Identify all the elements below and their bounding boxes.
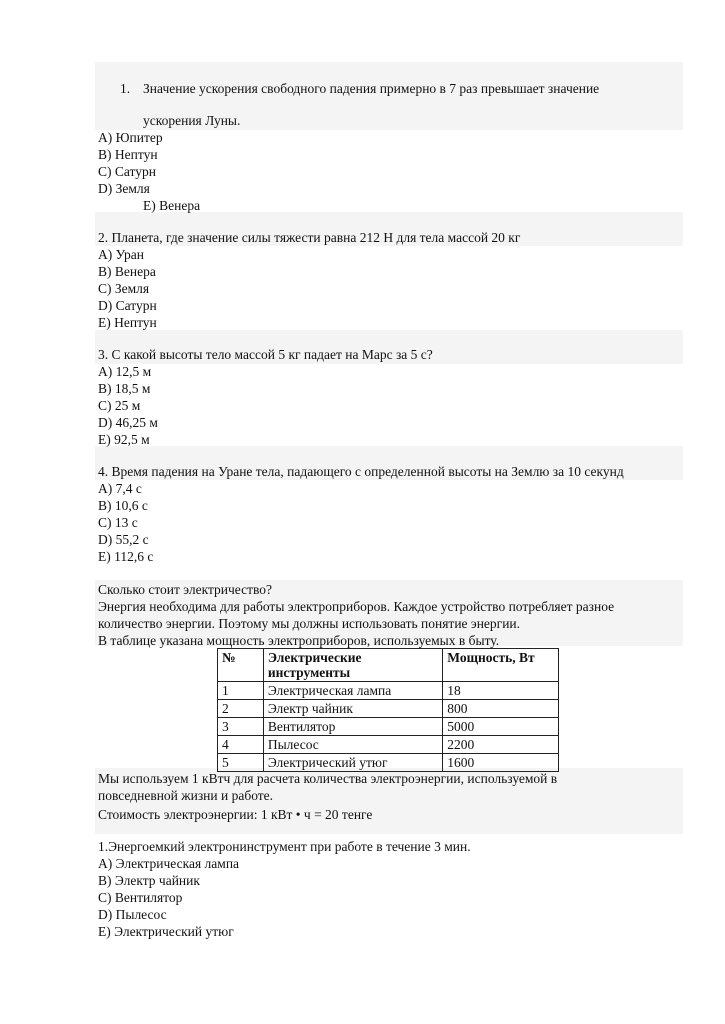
q3-text: 3. С какой высоты тело массой 5 кг падает на Марс за 5 с? [98,347,433,362]
q5-option-a: A) Электрическая лампа [98,856,240,871]
q2-option-e: E) Нептун [98,315,157,330]
table-cell: 2 [218,700,264,718]
q3-option-e: E) 92,5 м [98,432,150,447]
table-cell: 3 [218,718,264,736]
table-header-power: Мощность, Вт [443,649,559,682]
table-header-row [218,649,559,682]
q2-option-b: B) Венера [98,264,156,279]
q4-option-c: C) 13 с [98,515,138,530]
table-row [218,682,559,700]
intro-line1: Энергия необходима для работы электроприборов. Каждое устройство потребляет разное [98,599,615,614]
table-row [218,754,559,772]
q3-option-b: B) 18,5 м [98,381,151,396]
table-header-number: № [218,649,264,682]
q5-option-e: E) Электрический утюг [98,924,234,939]
after-line1: Мы используем 1 кВтч для расчета количества электроэнергии, используемой в [98,771,558,786]
table-cell: 1600 [443,754,559,772]
table-row [218,736,559,754]
table-cell: 4 [218,736,264,754]
q2-text: 2. Планета, где значение силы тяжести равна 212 Н для тела массой 20 кг [98,230,521,245]
q2-option-a: A) Уран [98,247,144,262]
q5-option-d: D) Пылесос [98,907,167,922]
after-line2: повседневной жизни и работе. [98,788,274,803]
after-line3: Стоимость электроэнергии: 1 кВт • ч = 20 тенге [98,807,373,822]
q3-option-a: A) 12,5 м [98,364,152,379]
q1-number: 1. [120,81,131,96]
table-cell: 5000 [443,718,559,736]
q5-text: 1.Энергоемкий электронинструмент при работе в течение 3 мин. [98,839,471,854]
q5-option-b: B) Электр чайник [98,873,200,888]
table-cell: Электрическая лампа [263,682,442,700]
q1-text-line2: ускорения Луны. [143,113,241,128]
q4-option-a: A) 7,4 с [98,481,142,496]
q5-option-c: C) Вентилятор [98,890,183,905]
q3-option-d: D) 46,25 м [98,415,158,430]
q2-option-c: C) Земля [98,281,150,296]
intro-line2: количество энергии. Поэтому мы должны использовать понятие энергии. [98,616,521,631]
table-row [218,700,559,718]
q4-option-e: E) 112,6 с [98,549,154,564]
q4-option-d: D) 55,2 с [98,532,149,547]
intro-line3: В таблице указана мощность электроприборов, используемых в быту. [98,633,500,648]
table-cell: Пылесос [263,736,442,754]
q3-option-c: C) 25 м [98,398,141,413]
q4-text: 4. Время падения на Уране тела, падающего с определенной высоты на Землю за 10 секунд [98,464,624,479]
q1-option-a: A) Юпитер [98,130,163,145]
table-cell: Электрический утюг [263,754,442,772]
q1-option-b: B) Нептун [98,147,158,162]
q1-option-d: D) Земля [98,181,150,196]
table-cell: 5 [218,754,264,772]
table-cell: Электр чайник [263,700,442,718]
table-cell: 18 [443,682,559,700]
power-table [217,648,559,772]
table-cell: 1 [218,682,264,700]
table-cell: 2200 [443,736,559,754]
table-cell: 800 [443,700,559,718]
table-header-device: Электрические инструменты [263,649,442,682]
q4-option-b: B) 10,6 с [98,498,148,513]
q1-option-e: E) Венера [143,198,201,213]
q2-option-d: D) Сатурн [98,298,157,313]
q1-text-line1: Значение ускорения свободного падения примерно в 7 раз превышает значение [143,81,600,96]
table-cell: Вентилятор [263,718,442,736]
q1-option-c: C) Сатурн [98,164,156,179]
table-row [218,718,559,736]
intro-title: Сколько стоит электричество? [98,582,273,597]
